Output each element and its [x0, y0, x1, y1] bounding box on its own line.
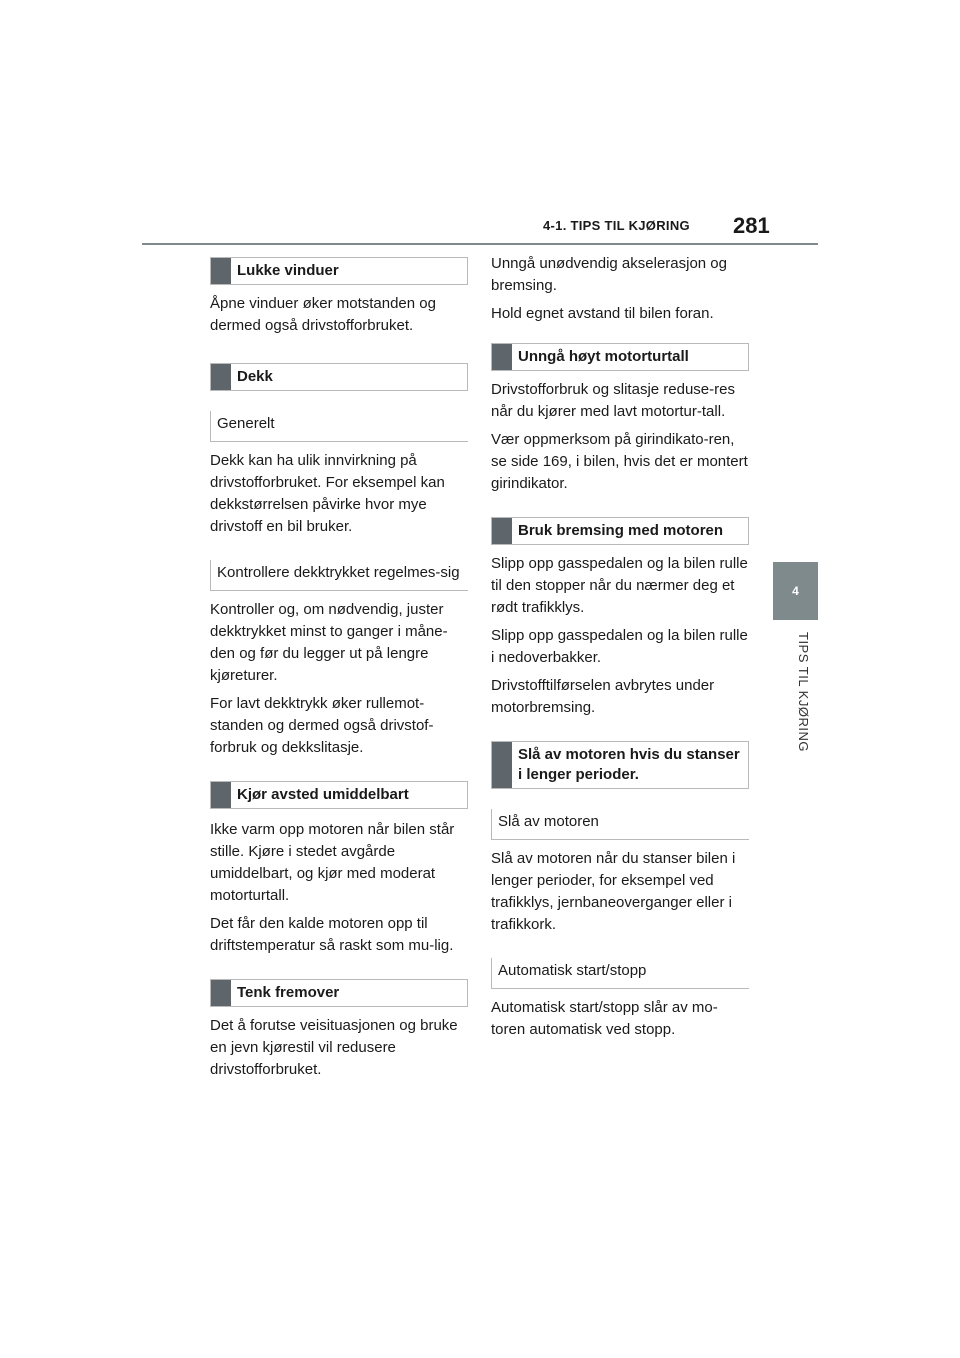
section-heading-motorbremsing	[491, 517, 749, 545]
sub-heading-auto-start-stopp: Automatisk start/stopp	[491, 958, 749, 989]
paragraph: Slå av motoren når du stanser bilen i lenger perioder, for eksempel ved trafikklys, jernbaneoverganger eller i trafikkork.	[491, 850, 736, 933]
paragraph: Unngå unødvendig akselerasjon og bremsing.	[491, 255, 727, 294]
paragraph: Slipp opp gasspedalen og la bilen rulle til den stopper når du nærmer deg et rødt trafikklys.	[491, 555, 748, 616]
paragraph: Drivstofftilførselen avbrytes under motorbremsing.	[491, 677, 715, 716]
paragraph: Hold egnet avstand til bilen foran.	[491, 305, 714, 322]
paragraph: Slipp opp gasspedalen og la bilen rulle i nedoverbakker.	[491, 627, 748, 666]
right-column	[491, 253, 749, 1047]
section-heading-motorturtall	[491, 343, 749, 371]
paragraph: Drivstofforbruk og slitasje reduse-res når du kjører med lavt motortur-tall.	[491, 381, 735, 420]
paragraph: Dekk kan ha ulik innvirkning på drivstofforbruket. For eksempel kan dekkstørrelsen påvirke hvor mye drivstoff en bil bruker.	[210, 452, 445, 535]
heading-text: Unngå høyt motorturtall	[518, 348, 689, 365]
paragraph: Det å forutse veisituasjonen og bruke en jevn kjørestil vil redusere drivstofforbruket.	[210, 1017, 458, 1078]
heading-bar	[492, 518, 512, 544]
paragraph: Det får den kalde motoren opp til driftstemperatur så raskt som mu-lig.	[210, 915, 454, 954]
heading-text: Bruk bremsing med motoren	[518, 522, 724, 539]
sub-heading-kontroll: Kontrollere dekktrykket regelmes-sig	[210, 560, 468, 591]
sub-heading-slaa-av: Slå av motoren	[491, 809, 749, 840]
heading-text: Lukke vinduer	[237, 262, 339, 279]
section-heading-dekk	[210, 363, 468, 391]
left-column	[210, 257, 468, 1087]
heading-bar	[211, 782, 231, 808]
heading-text: Dekk	[237, 368, 273, 385]
heading-text: Tenk fremover	[237, 984, 340, 1001]
header-rule	[142, 243, 818, 245]
chapter-tab	[773, 562, 818, 620]
chapter-title-vertical: TIPS TIL KJØRING	[796, 632, 811, 752]
paragraph: Automatisk start/stopp slår av mo-toren automatisk ved stopp.	[491, 999, 718, 1038]
heading-text: Slå av motoren hvis du stanser i lenger perioder.	[518, 746, 740, 783]
sub-heading-generelt: Generelt	[210, 411, 468, 442]
heading-bar	[211, 258, 231, 284]
section-heading-tenk-fremover	[210, 979, 468, 1007]
paragraph: Ikke varm opp motoren når bilen står stille. Kjøre i stedet avgårde umiddelbart, og kjør med moderat motorturtall.	[210, 821, 455, 904]
section-heading-kjor-avsted	[210, 781, 468, 809]
heading-bar	[492, 344, 512, 370]
paragraph: Vær oppmerksom på girindikato-ren, se side 169, i bilen, hvis det er montert girindikator.	[491, 431, 748, 492]
chapter-number: 4	[792, 584, 799, 598]
paragraph: For lavt dekktrykk øker rullemot-standen og dermed også drivstof-forbruk og dekkslitasje.	[210, 695, 434, 756]
paragraph: Åpne vinduer øker motstanden og dermed også drivstofforbruket.	[210, 295, 436, 334]
section-heading-lukke-vinduer	[210, 257, 468, 285]
heading-text: Kjør avsted umiddelbart	[237, 786, 409, 803]
page-number: 281	[733, 213, 770, 238]
section-heading-slaa-av-motoren	[491, 741, 749, 789]
header-section-title: 4-1. TIPS TIL KJØRING	[543, 218, 690, 233]
heading-bar	[211, 980, 231, 1006]
paragraph: Kontroller og, om nødvendig, juster dekktrykket minst to ganger i måne-den og før du legger ut på lengre kjøreturer.	[210, 601, 448, 684]
heading-bar	[211, 364, 231, 390]
heading-bar	[492, 742, 512, 788]
